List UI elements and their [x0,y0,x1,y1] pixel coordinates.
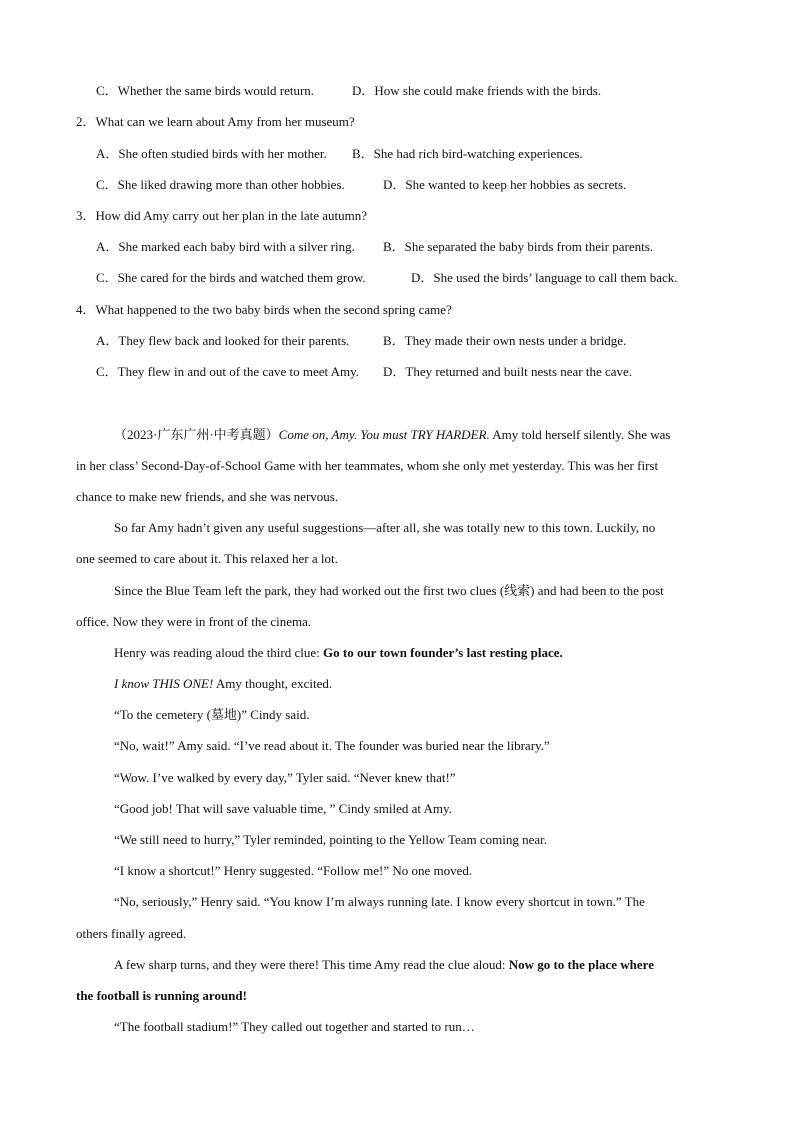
passage-clue-4-part-2: the football is running around! [76,988,247,1003]
passage-paragraph-13-line-1 [114,957,654,973]
passage-italic-thought: Come on, Amy. You must TRY HARDER. [278,427,490,442]
q4-option-d: D．They returned and built nests near the cave. [383,364,633,379]
q1-option-c: C．Whether the same birds would return. [96,83,315,98]
passage-paragraph-12-line-2: others finally agreed. [76,926,187,941]
passage-paragraph-7: “No, wait!” Amy said. “I’ve read about it. The founder was buried near the library.” [114,738,550,753]
passage-paragraph-1-line-2: in her class’ Second-Day-of-School Game with her teammates, whom she only met yesterday. This was her first [76,458,659,473]
passage-p13-text: A few sharp turns, and they were there! This time Amy read the clue aloud: [114,957,509,972]
q3-option-d: D．She used the birds’ language to call them back. [411,270,678,285]
q2-stem: 2．What can we learn about Amy from her museum? [76,114,355,129]
passage-paragraph-3-line-1: Since the Blue Team left the park, they had worked out the first two clues (线索) and had been to the post [114,583,664,598]
q3-stem: 3．How did Amy carry out her plan in the late autumn? [76,208,367,223]
passage-p1-rest: Amy told herself silently. She was [489,427,671,442]
q4-stem: 4．What happened to the two baby birds when the second spring came? [76,302,452,317]
passage-clue-3: Go to our town founder’s last resting place. [323,645,563,660]
passage-paragraph-14: “The football stadium!” They called out together and started to run… [114,1019,475,1034]
passage-p4-text: Henry was reading aloud the third clue: [114,645,324,660]
passage-paragraph-2-line-1: So far Amy hadn’t given any useful suggestions—after all, she was totally new to this town. Luckily, no [114,520,656,535]
passage-paragraph-11: “I know a shortcut!” Henry suggested. “Follow me!” No one moved. [114,863,473,878]
q2-option-a: A．She often studied birds with her mother. [96,146,327,161]
q2-option-c: C．She liked drawing more than other hobbies. [96,177,345,192]
q3-option-c: C．She cared for the birds and watched them grow. [96,270,366,285]
passage-paragraph-5 [114,676,332,692]
passage-paragraph-2-line-2: one seemed to care about it. This relaxed her a lot. [76,551,338,566]
q4-option-a: A．They flew back and looked for their parents. [96,333,350,348]
passage-paragraph-1-line-1 [114,427,718,443]
passage-p5-italic: I know THIS ONE! [114,676,214,691]
passage-clue-4-part-1: Now go to the place where [508,957,654,972]
q3-option-a: A．She marked each baby bird with a silver ring. [96,239,355,254]
q1-option-d: D．How she could make friends with the birds. [352,83,602,98]
passage-paragraph-10: “We still need to hurry,” Tyler reminded, pointing to the Yellow Team coming near. [114,832,548,847]
passage-paragraph-1-line-3: chance to make new friends, and she was nervous. [76,489,339,504]
q4-option-c: C．They flew in and out of the cave to meet Amy. [96,364,360,379]
passage-paragraph-6: “To the cemetery (墓地)” Cindy said. [114,707,310,722]
passage-paragraph-8: “Wow. I’ve walked by every day,” Tyler said. “Never knew that!” [114,770,456,785]
passage-paragraph-3-line-2: office. Now they were in front of the cinema. [76,614,312,629]
passage-paragraph-9: “Good job! That will save valuable time, ” Cindy smiled at Amy. [114,801,452,816]
passage-paragraph-12-line-1: “No, seriously,” Henry said. “You know I’m always running late. I know every shortcut in town.” The [114,894,645,909]
passage-p5-rest: Amy thought, excited. [213,676,333,691]
passage-paragraph-4 [114,645,563,661]
q2-option-b: B．She had rich bird-watching experiences. [352,146,583,161]
q4-option-b: B．They made their own nests under a bridge. [383,333,627,348]
q3-option-b: B．She separated the baby birds from their parents. [383,239,654,254]
q2-option-d: D．She wanted to keep her hobbies as secrets. [383,177,627,192]
passage-source: （2023·广东广州·中考真题） [114,427,279,442]
